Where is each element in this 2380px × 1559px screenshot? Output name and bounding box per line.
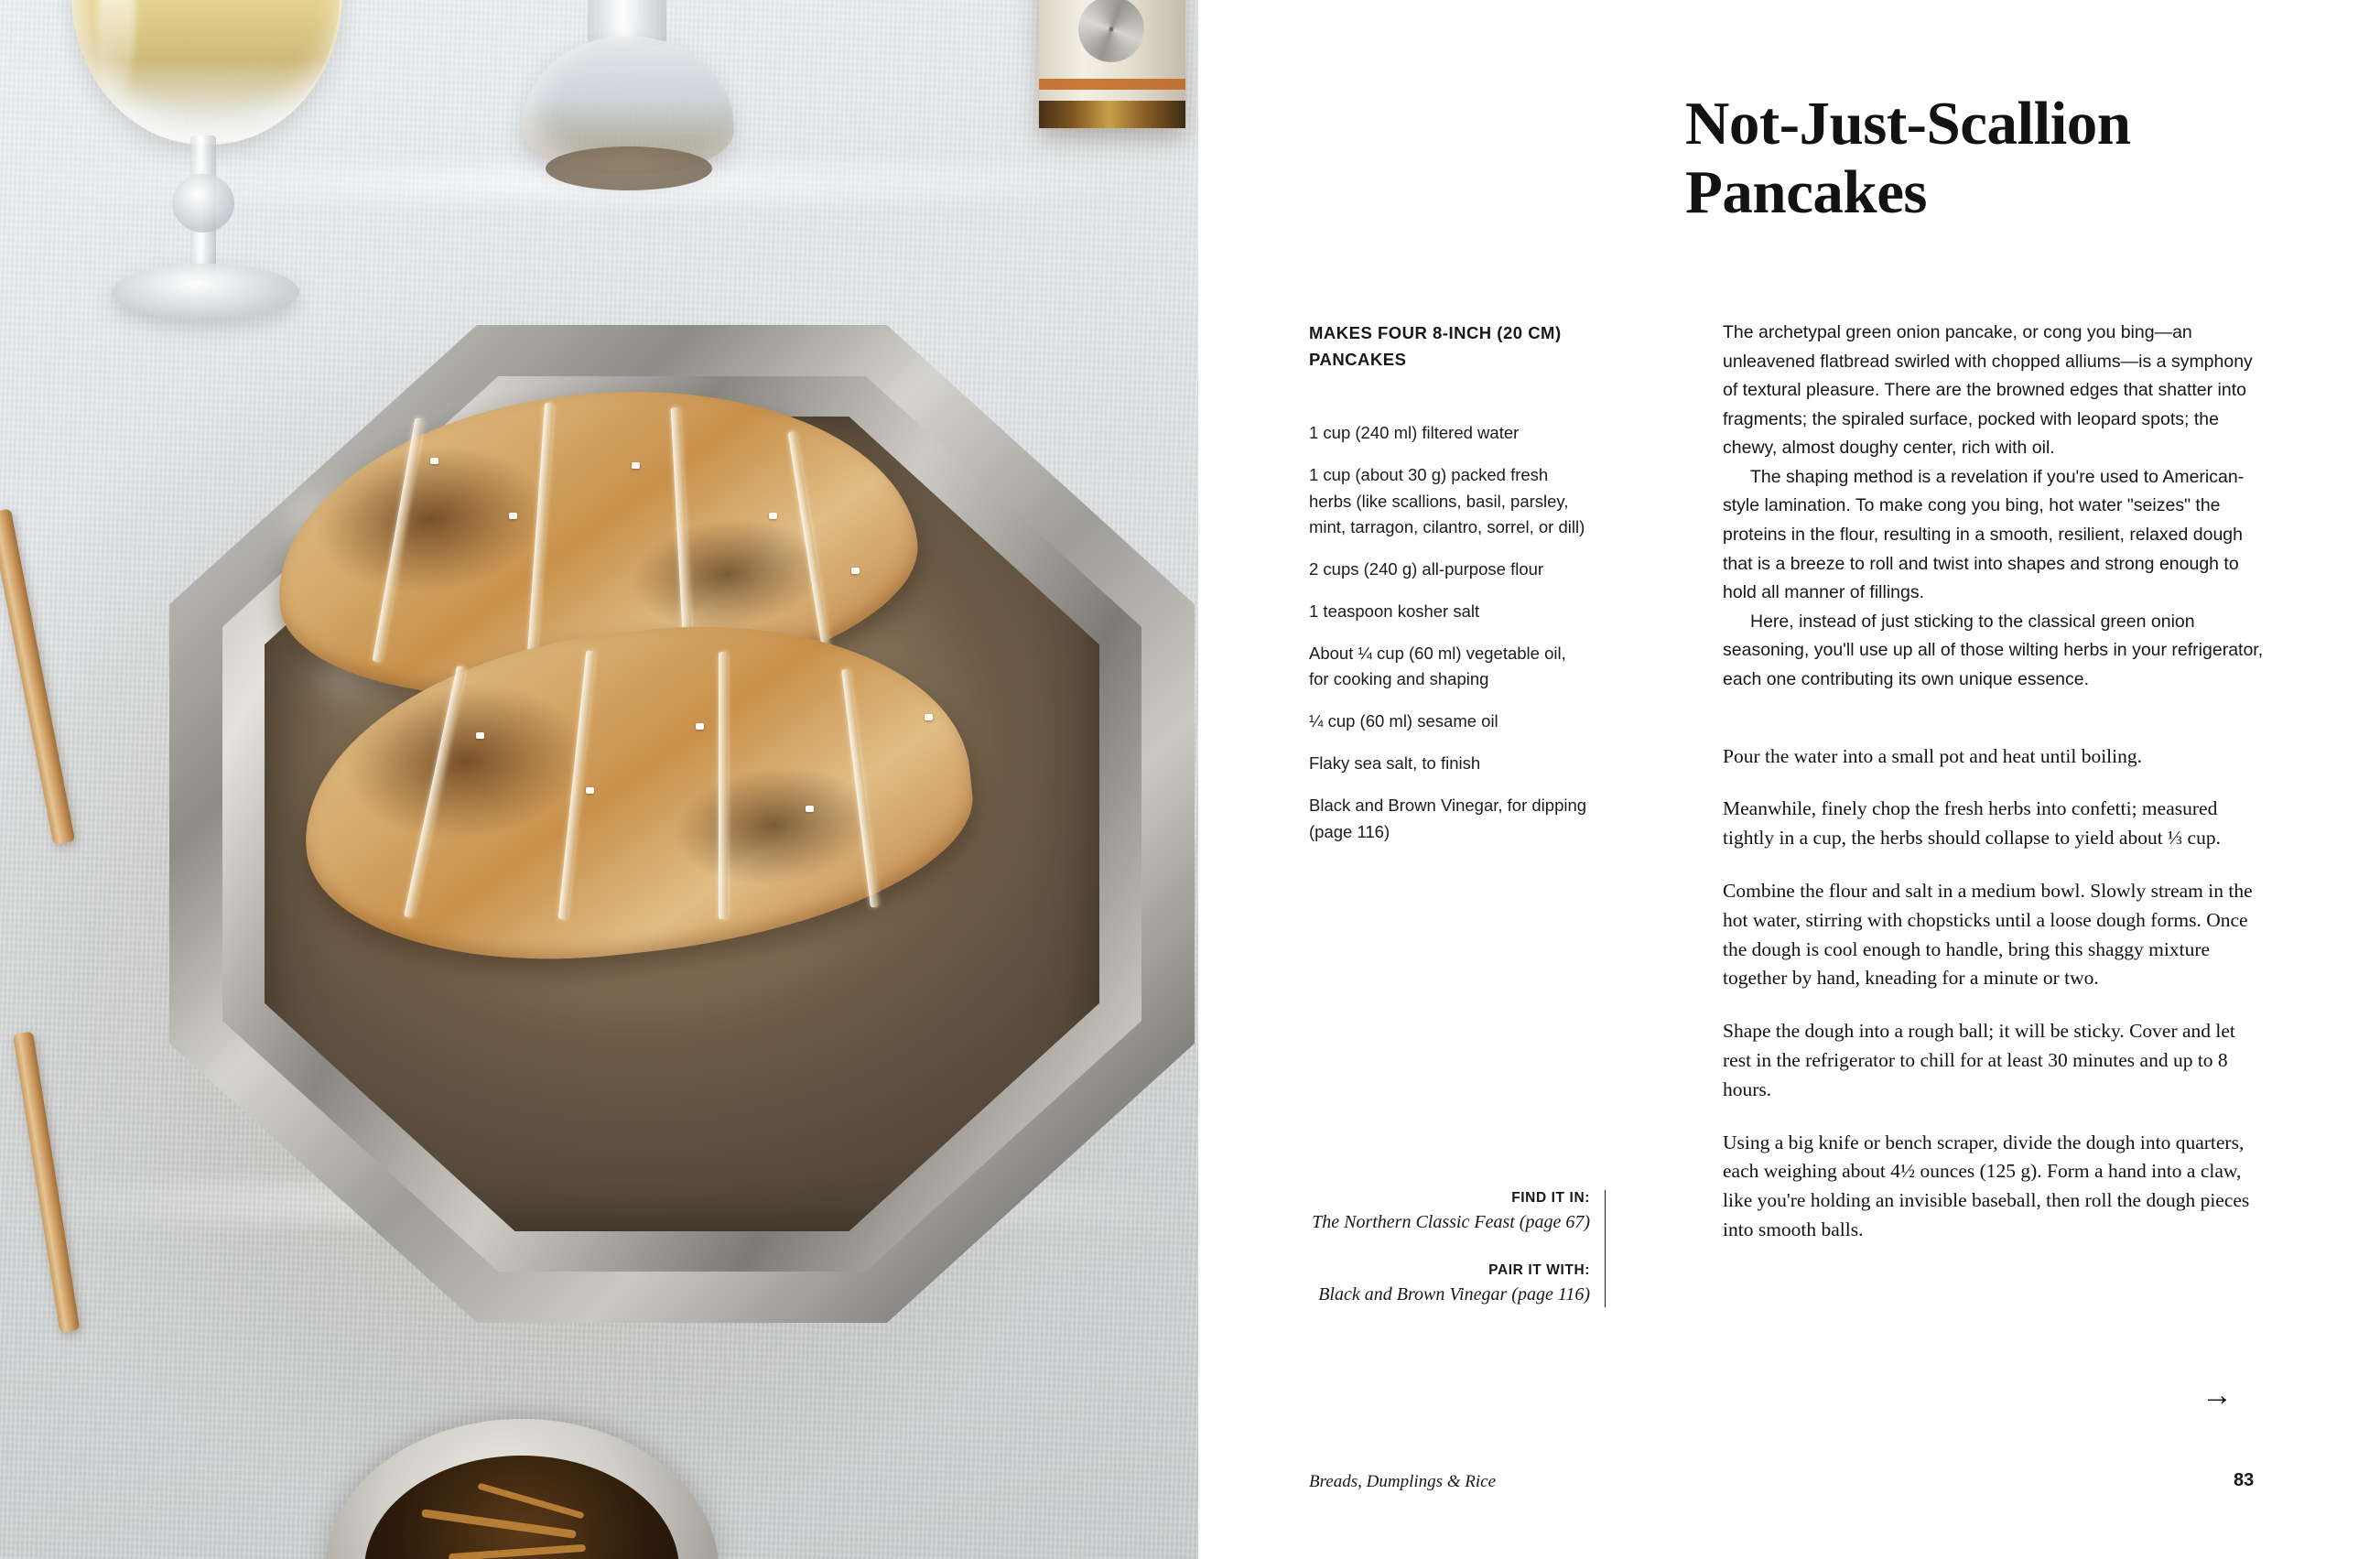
list-item: About ¼ cup (60 ml) vegetable oil, for cooking and shaping [1309, 644, 1566, 689]
list-item: ¼ cup (60 ml) sesame oil [1309, 711, 1498, 731]
step-paragraph: Meanwhile, finely chop the fresh herbs into confetti; measured tightly in a cup, the herbs should collapse to yield about ⅓ cup. [1723, 797, 2221, 850]
page-number: 83 [2234, 1470, 2255, 1490]
cross-reference-block [1282, 1190, 1606, 1307]
salt-flake [586, 787, 594, 794]
step-paragraph: Pour the water into a small pot and heat until boiling. [1723, 744, 2142, 767]
running-foot: Breads, Dumplings & Rice [1309, 1472, 1497, 1491]
salt-flake [851, 568, 860, 574]
yield-label: MAKES FOUR 8-INCH (20 CM) PANCAKES [1309, 323, 1562, 369]
salt-flake [476, 732, 484, 739]
list-item: Black and Brown Vinegar, for dipping (page 116) [1309, 796, 1587, 841]
headnote-paragraph: The shaping method is a revelation if you're used to American-style lamination. To make cong you bing, hot water "seizes" the proteins in the flour, resulting in a smooth, resilient, relaxed dough that is a breeze to roll and twist into shapes and strong enough to hold all manner of fillings. [1723, 466, 2245, 603]
headnote-paragraph: The archetypal green onion pancake, or cong you bing—an unleavened flatbread swirled with chopped alliums—is a symphony of textural pleasure. There are the browned edges that shatter into fragments; the spiraled surface, pocked with leopard spots; the chewy, almost doughy center, rich with oil. [1723, 322, 2253, 459]
find-it-in-value[interactable]: The Northern Classic Feast (page 67) [1312, 1212, 1590, 1232]
recipe-body-column [1723, 319, 2265, 1269]
page-title [1685, 90, 2271, 227]
salt-flake [632, 462, 640, 469]
pancake-cut-7 [719, 652, 728, 919]
wine-glass-foot [112, 264, 299, 320]
salt-flake [925, 714, 933, 720]
decanter [513, 0, 741, 229]
headnote-paragraph: Here, instead of just sticking to the classical green onion seasoning, you'll use up all of those wilting herbs in your refrigerator, each one contributing its own unique essence. [1723, 611, 2264, 689]
pair-it-with-value[interactable]: Black and Brown Vinegar (page 116) [1318, 1284, 1590, 1305]
step-paragraph: Combine the flour and salt in a medium bowl. Slowly stream in the hot water, stirring with chopsticks until a loose dough forms. Once the dough is cool enough to handle, bring this shaggy mixture together by hand, kneading for a minute or two. [1723, 879, 2253, 990]
recipe-title-line-2: Pancakes [1685, 158, 1927, 227]
headnote [1723, 319, 2265, 695]
step-paragraph: Using a big knife or bench scraper, divide the dough into quarters, each weighing about 4½ ounces (125 g). Form a hand into a claw, like you're holding an invisible baseball, then roll the dough pieces into smooth balls. [1723, 1131, 2250, 1241]
find-it-in-label: FIND IT IN: [1511, 1190, 1590, 1206]
salt-flake [430, 458, 438, 464]
method-steps [1723, 742, 2265, 1245]
decanter-base [546, 146, 712, 190]
continue-arrow-icon: → [2202, 1378, 2233, 1413]
pair-it-with-label: PAIR IT WITH: [1488, 1262, 1590, 1278]
salt-flake [806, 806, 814, 812]
wine-glass [55, 0, 357, 357]
step-paragraph: Shape the dough into a rough ball; it will be sticky. Cover and let rest in the refrigerator to chill for at least 30 minutes and up to 8 hours. [1723, 1020, 2235, 1100]
wine-glass-knob [172, 174, 234, 233]
recipe-title-line-1: Not-Just-Scallion [1685, 90, 2131, 157]
list-item: Flaky sea salt, to finish [1309, 753, 1481, 774]
salt-flake [509, 513, 517, 519]
salt-flake [769, 513, 777, 519]
list-item: 1 cup (about 30 g) packed fresh herbs (like scallions, basil, parsley, mint, tarragon, cilantro, sorrel, or dill) [1309, 465, 1585, 536]
wine-bottle-stripe [1039, 79, 1185, 90]
ingredients-list [1309, 420, 1588, 844]
list-item: 1 cup (240 ml) filtered water [1309, 423, 1520, 443]
list-item: 1 teaspoon kosher salt [1309, 601, 1480, 621]
salt-flake [696, 723, 704, 730]
ingredients-column [1309, 320, 1588, 861]
list-item: 2 cups (240 g) all-purpose flour [1309, 558, 1544, 579]
